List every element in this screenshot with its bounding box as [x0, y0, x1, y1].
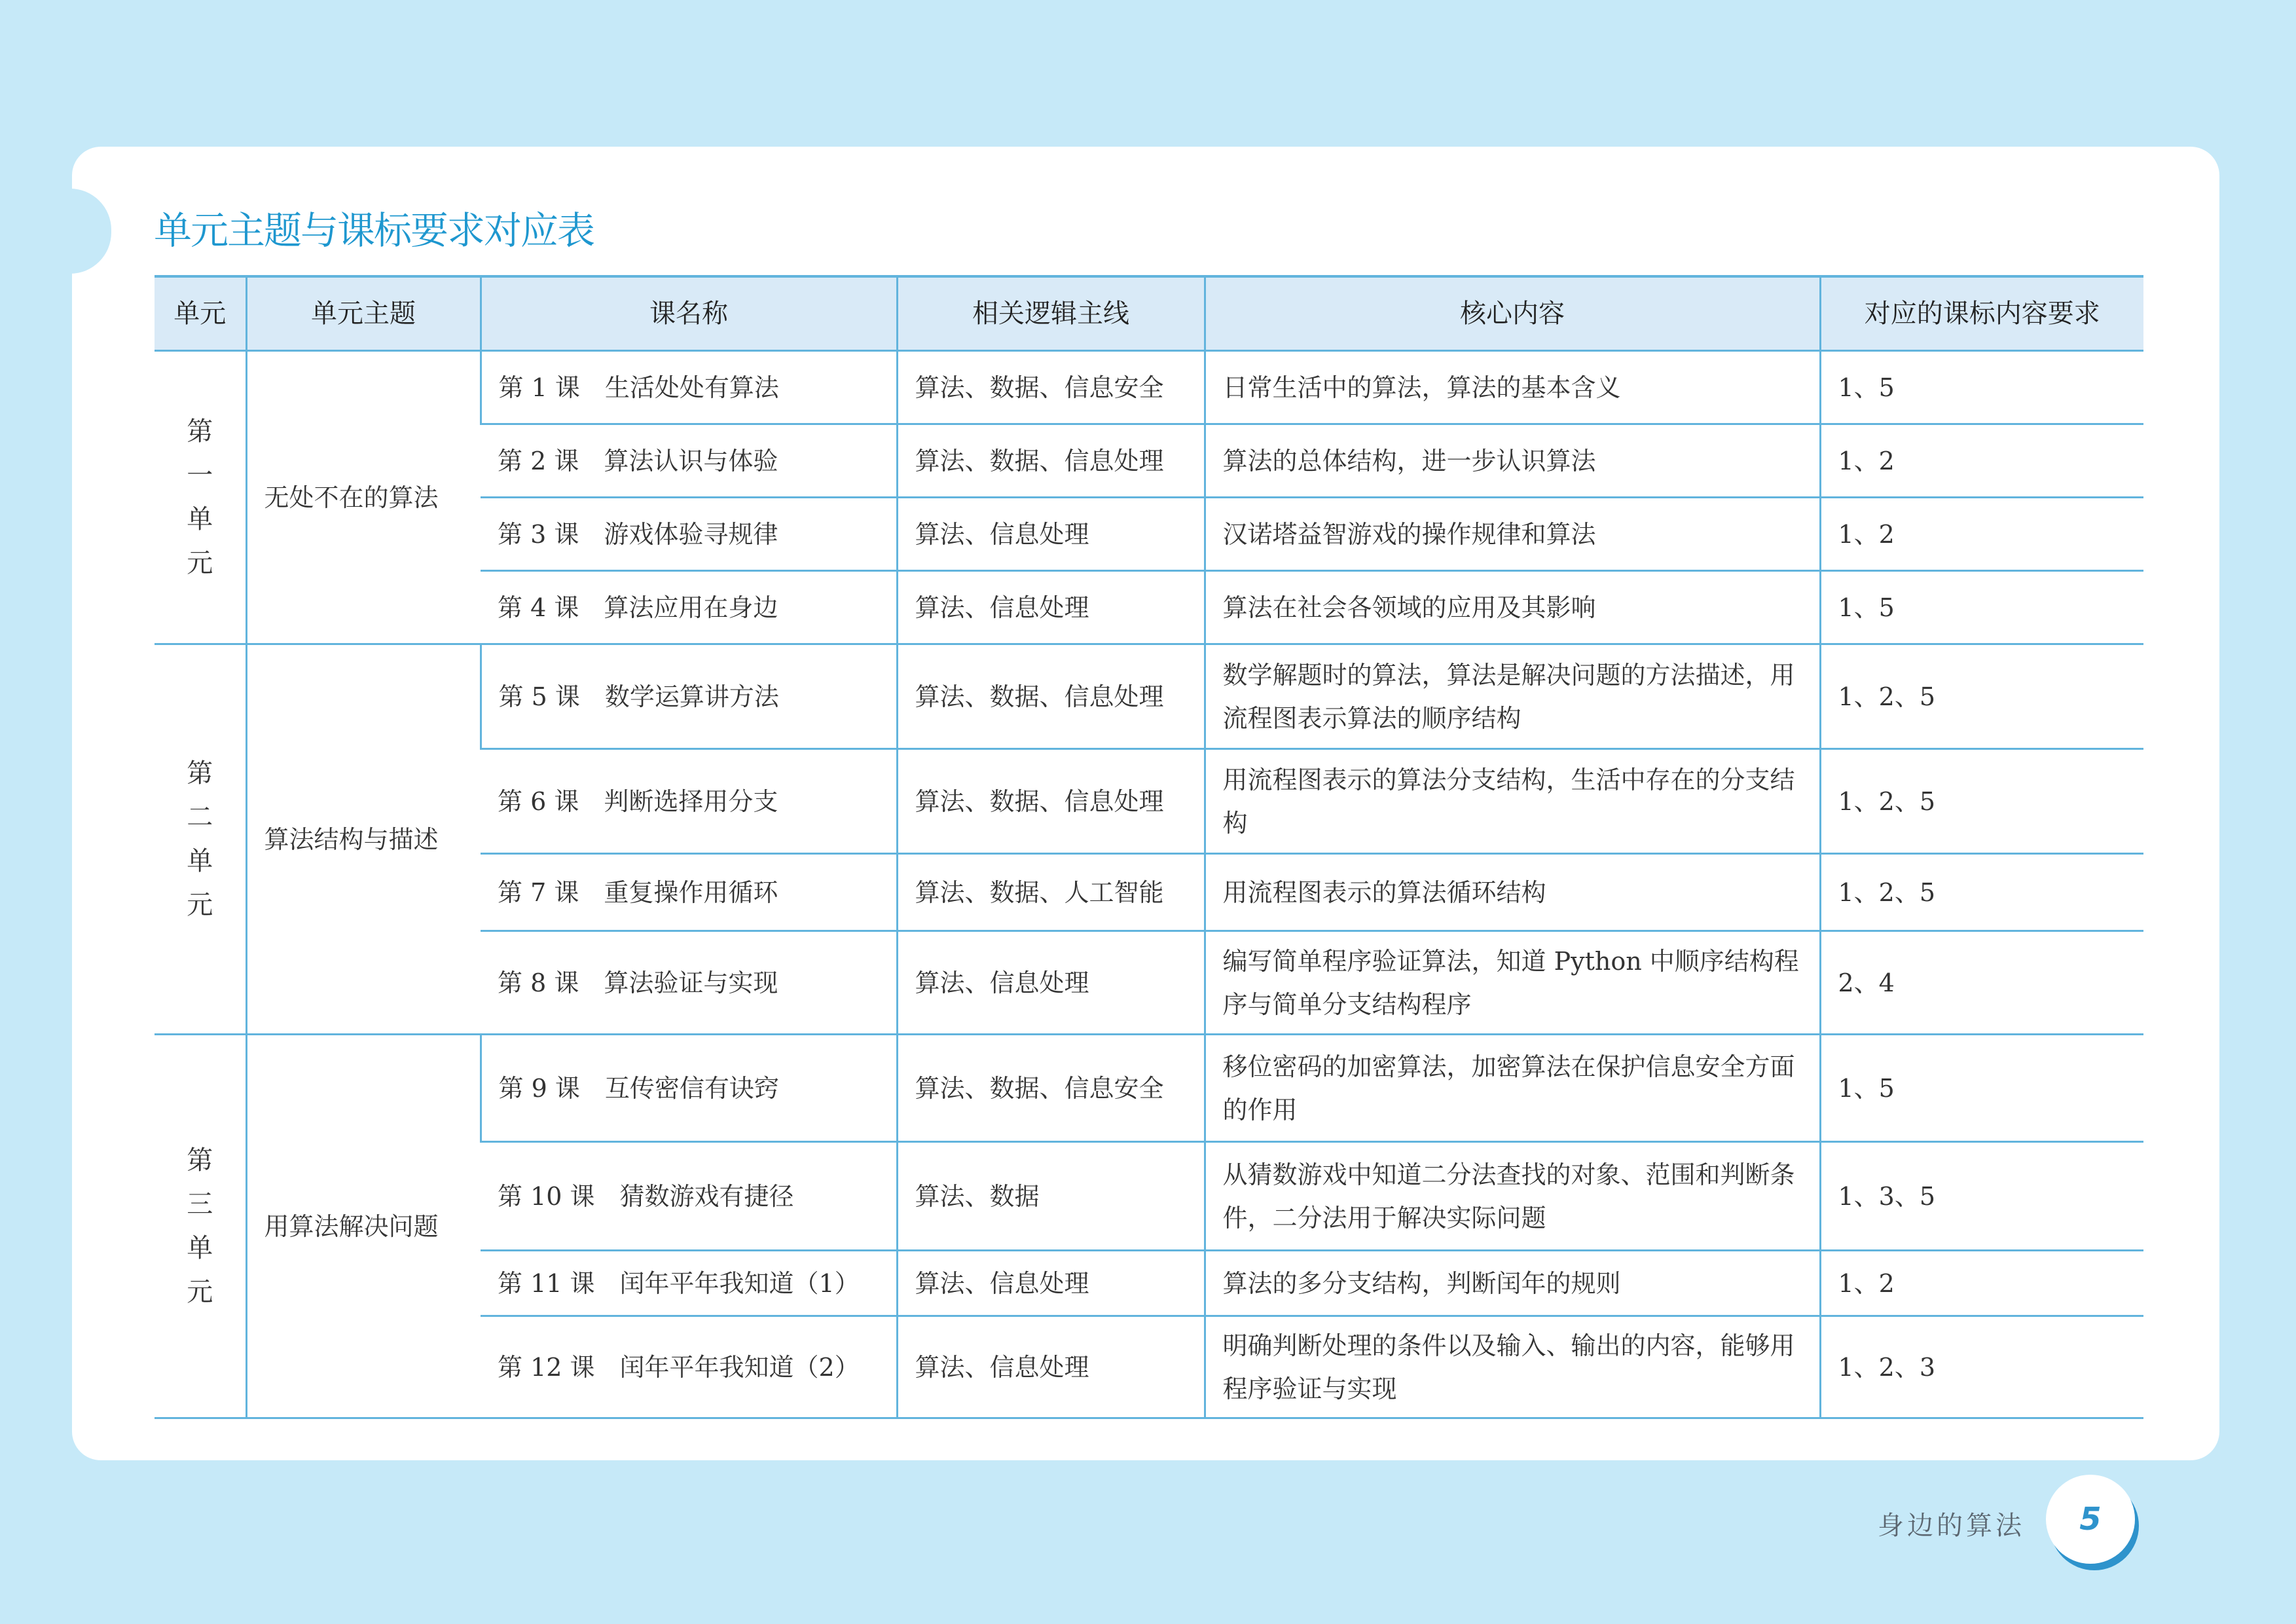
logic-line: 算法、数据、信息安全: [897, 351, 1205, 424]
logic-line: 算法、信息处理: [897, 571, 1205, 644]
lesson-name: 第 7 课 重复操作用循环: [481, 854, 897, 931]
standard-requirement: 2、4: [1820, 931, 2143, 1035]
standard-requirement: 1、2: [1820, 498, 2143, 571]
header-standard-requirement: 对应的课标内容要求: [1820, 276, 2143, 351]
core-content: 明确判断处理的条件以及输入、输出的内容，能够用程序验证与实现: [1205, 1316, 1820, 1418]
core-content: 从猜数游戏中知道二分法查找的对象、范围和判断条件，二分法用于解决实际问题: [1205, 1142, 1820, 1251]
logic-line: 算法、数据、信息处理: [897, 424, 1205, 498]
title-tab-notch: [29, 189, 111, 274]
table-header-row: [155, 276, 2143, 351]
table-row: [155, 351, 2143, 424]
lesson-name: 第 8 课 算法验证与实现: [481, 931, 897, 1035]
logic-line: 算法、信息处理: [897, 498, 1205, 571]
header-lesson-name: 课名称: [481, 276, 897, 351]
page-number-badge: [2046, 1475, 2135, 1564]
standard-requirement: 1、2、3: [1820, 1316, 2143, 1418]
core-content: 算法的总体结构，进一步认识算法: [1205, 424, 1820, 498]
logic-line: 算法、数据、信息处理: [897, 644, 1205, 749]
lesson-name: 第 4 课 算法应用在身边: [481, 571, 897, 644]
unit-cell: [155, 1035, 246, 1418]
core-content: 用流程图表示的算法分支结构，生活中存在的分支结构: [1205, 749, 1820, 854]
standard-requirement: 1、5: [1820, 1035, 2143, 1142]
lesson-name: 第 9 课 互传密信有诀窍: [481, 1035, 897, 1142]
logic-line: 算法、数据: [897, 1142, 1205, 1251]
table-row: [155, 644, 2143, 749]
table-row: [155, 1035, 2143, 1142]
core-content: 算法的多分支结构，判断闰年的规则: [1205, 1251, 1820, 1316]
core-content: 移位密码的加密算法，加密算法在保护信息安全方面的作用: [1205, 1035, 1820, 1142]
standard-requirement: 1、2: [1820, 1251, 2143, 1316]
lesson-name: 第 1 课 生活处处有算法: [481, 351, 897, 424]
unit-theme-cell: 无处不在的算法: [246, 351, 481, 644]
logic-line: 算法、数据、信息处理: [897, 749, 1205, 854]
unit-theme-cell: 用算法解决问题: [246, 1035, 481, 1418]
core-content: 数学解题时的算法，算法是解决问题的方法描述，用流程图表示算法的顺序结构: [1205, 644, 1820, 749]
unit-theme-cell: 算法结构与描述: [246, 644, 481, 1035]
standard-requirement: 1、2、5: [1820, 644, 2143, 749]
lesson-name: 第 6 课 判断选择用分支: [481, 749, 897, 854]
page-number: 5: [2079, 1501, 2102, 1538]
standard-requirement: 1、2、5: [1820, 854, 2143, 931]
logic-line: 算法、信息处理: [897, 1316, 1205, 1418]
logic-line: 算法、数据、人工智能: [897, 854, 1205, 931]
logic-line: 算法、信息处理: [897, 1251, 1205, 1316]
header-unit: 单元: [155, 276, 246, 351]
lesson-name: 第 2 课 算法认识与体验: [481, 424, 897, 498]
header-logic-line: 相关逻辑主线: [897, 276, 1205, 351]
book-title: 身边的算法: [1878, 1511, 2025, 1541]
core-content: 汉诺塔益智游戏的操作规律和算法: [1205, 498, 1820, 571]
unit-cell: [155, 644, 246, 1035]
standard-requirement: 1、2、5: [1820, 749, 2143, 854]
header-unit-theme: 单元主题: [246, 276, 481, 351]
page-title: 单元主题与课标要求对应表: [154, 208, 594, 253]
curriculum-table: [155, 275, 2143, 1419]
standard-requirement: 1、3、5: [1820, 1142, 2143, 1251]
standard-requirement: 1、5: [1820, 351, 2143, 424]
logic-line: 算法、数据、信息安全: [897, 1035, 1205, 1142]
core-content: 编写简单程序验证算法，知道 Python 中顺序结构程序与简单分支结构程序: [1205, 931, 1820, 1035]
core-content: 用流程图表示的算法循环结构: [1205, 854, 1820, 931]
unit-label: 第一单元: [187, 416, 213, 578]
logic-line: 算法、信息处理: [897, 931, 1205, 1035]
lesson-name: 第 11 课 闰年平年我知道（1）: [481, 1251, 897, 1316]
lesson-name: 第 10 课 猜数游戏有捷径: [481, 1142, 897, 1251]
unit-label: 第二单元: [187, 758, 213, 920]
lesson-name: 第 5 课 数学运算讲方法: [481, 644, 897, 749]
standard-requirement: 1、5: [1820, 571, 2143, 644]
core-content: 算法在社会各领域的应用及其影响: [1205, 571, 1820, 644]
unit-label: 第三单元: [187, 1145, 213, 1307]
standard-requirement: 1、2: [1820, 424, 2143, 498]
core-content: 日常生活中的算法，算法的基本含义: [1205, 351, 1820, 424]
header-core-content: 核心内容: [1205, 276, 1820, 351]
lesson-name: 第 12 课 闰年平年我知道（2）: [481, 1316, 897, 1418]
lesson-name: 第 3 课 游戏体验寻规律: [481, 498, 897, 571]
unit-cell: [155, 351, 246, 644]
